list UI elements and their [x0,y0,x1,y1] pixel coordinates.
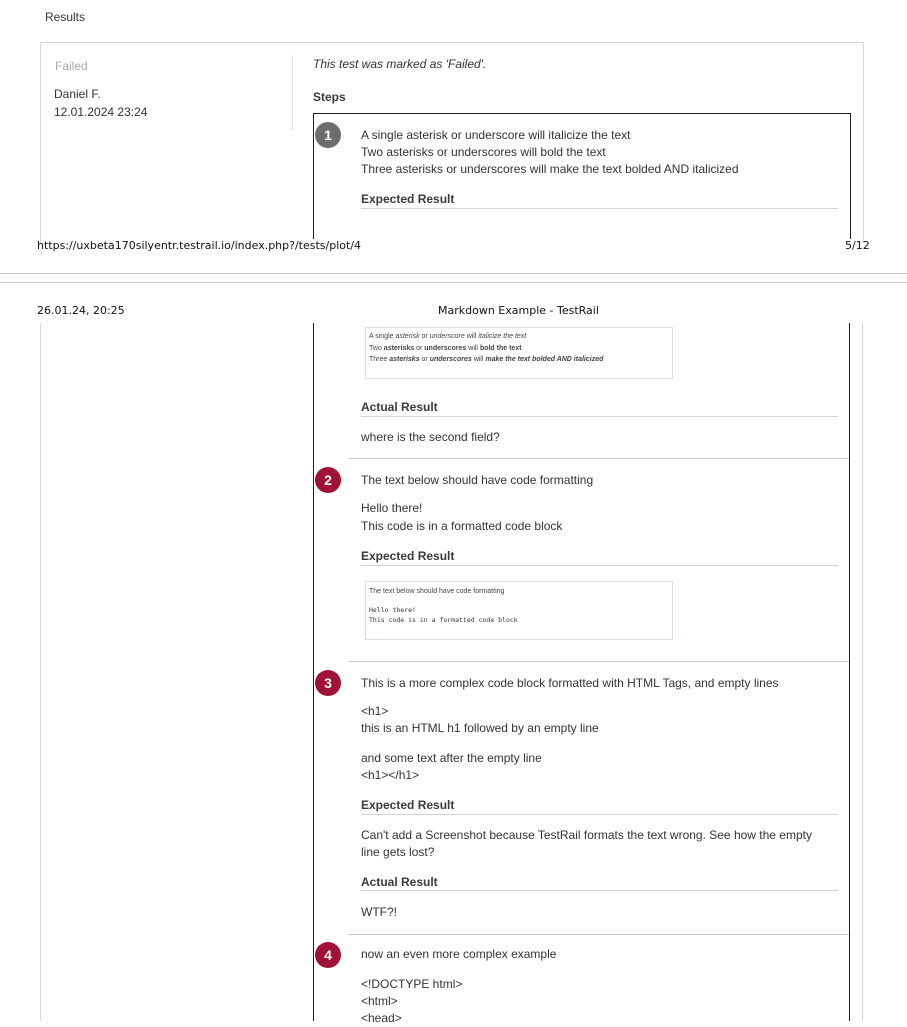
step-1-actual: where is the second field? [361,430,500,444]
actual-result-heading-3: Actual Result [361,875,438,889]
step-1-line-1: A single asterisk or underscore will italicize the text [361,128,631,142]
step-2-code-2: This code is in a formatted code block [361,519,563,533]
results-section-title: Results [45,10,86,24]
step-3-line-4: <h1></h1> [361,768,420,782]
step-number-4: 4 [315,942,341,968]
print-datetime: 26.01.24, 20:25 [37,304,125,317]
expected-rule-3 [361,814,838,815]
step-4-line-3: <head> [361,1011,402,1025]
steps-box-right [849,323,850,1021]
print-doc-title: Markdown Example - TestRail [438,304,599,317]
thumb1-line-1: A single asterisk or underscore will italicize the text [369,333,527,340]
card-right-border [862,323,863,1021]
expected-rule-2 [361,565,838,566]
result-date: 12.01.2024 23:24 [54,105,148,119]
expected-result-heading-2: Expected Result [361,549,455,563]
actual-rule-1 [361,416,838,417]
step-2-text: The text below should have code formatting [361,473,594,487]
expected-result-heading: Expected Result [361,192,455,206]
steps-box-left [313,323,314,1021]
step-4-line-2: <html> [361,994,398,1008]
expected-screenshot-2[interactable] [365,581,673,640]
step-3-line-3: and some text after the empty line [361,751,542,765]
expected-screenshot-1[interactable] [365,327,673,379]
marked-status-text: This test was marked as 'Failed'. [313,57,487,71]
step-3-expected-1: Can't add a Screenshot because TestRail formats the text wrong. See how the empty [361,828,812,842]
step-1-line-3: Three asterisks or underscores will make the text bolded AND italicized [361,162,739,176]
step-4-text: now an even more complex example [361,947,557,961]
step-number-1: 1 [315,122,341,148]
step-3-text: This is a more complex code block formatted with HTML Tags, and empty lines [361,676,779,690]
page-url[interactable]: https://uxbeta170silyentr.testrail.io/index.php?/tests/plot/4 [37,239,362,252]
steps-label: Steps [313,90,346,104]
page-break [0,273,907,283]
card-left-border [40,323,41,1021]
step-number-2: 2 [315,467,341,493]
author-name[interactable]: Daniel F. [54,87,101,101]
step-1-line-2: Two asterisks or underscores will bold the text [361,145,606,159]
step-separator-1 [348,458,849,459]
expected-result-heading-3: Expected Result [361,798,455,812]
step-3-actual: WTF?! [361,905,397,919]
thumb2-code-1: Hello there! [369,606,416,614]
expected-rule [361,208,838,209]
step-number-3: 3 [315,670,341,696]
thumb2-code-2: This code is in a formatted code block [369,616,518,624]
step-3-line-1: <h1> [361,704,389,718]
result-card-divider [292,55,293,130]
thumb1-line-3: Three asterisks or underscores will make the text bolded AND italicized [369,356,604,363]
thumb2-title: The text below should have code formatting [369,588,505,595]
page-number: 5/12 [845,239,870,252]
step-separator-3 [348,934,849,935]
step-2-code-1: Hello there! [361,501,423,515]
step-3-line-2: this is an HTML h1 followed by an empty line [361,721,599,735]
actual-result-heading-1: Actual Result [361,400,438,414]
step-separator-2 [348,661,849,662]
step-3-expected-2: line gets lost? [361,845,435,859]
status-label: Failed [55,59,88,73]
step-4-line-1: <!DOCTYPE html> [361,977,463,991]
actual-rule-3 [361,890,838,891]
thumb1-line-2: Two asterisks or underscores will bold the text [369,345,522,352]
